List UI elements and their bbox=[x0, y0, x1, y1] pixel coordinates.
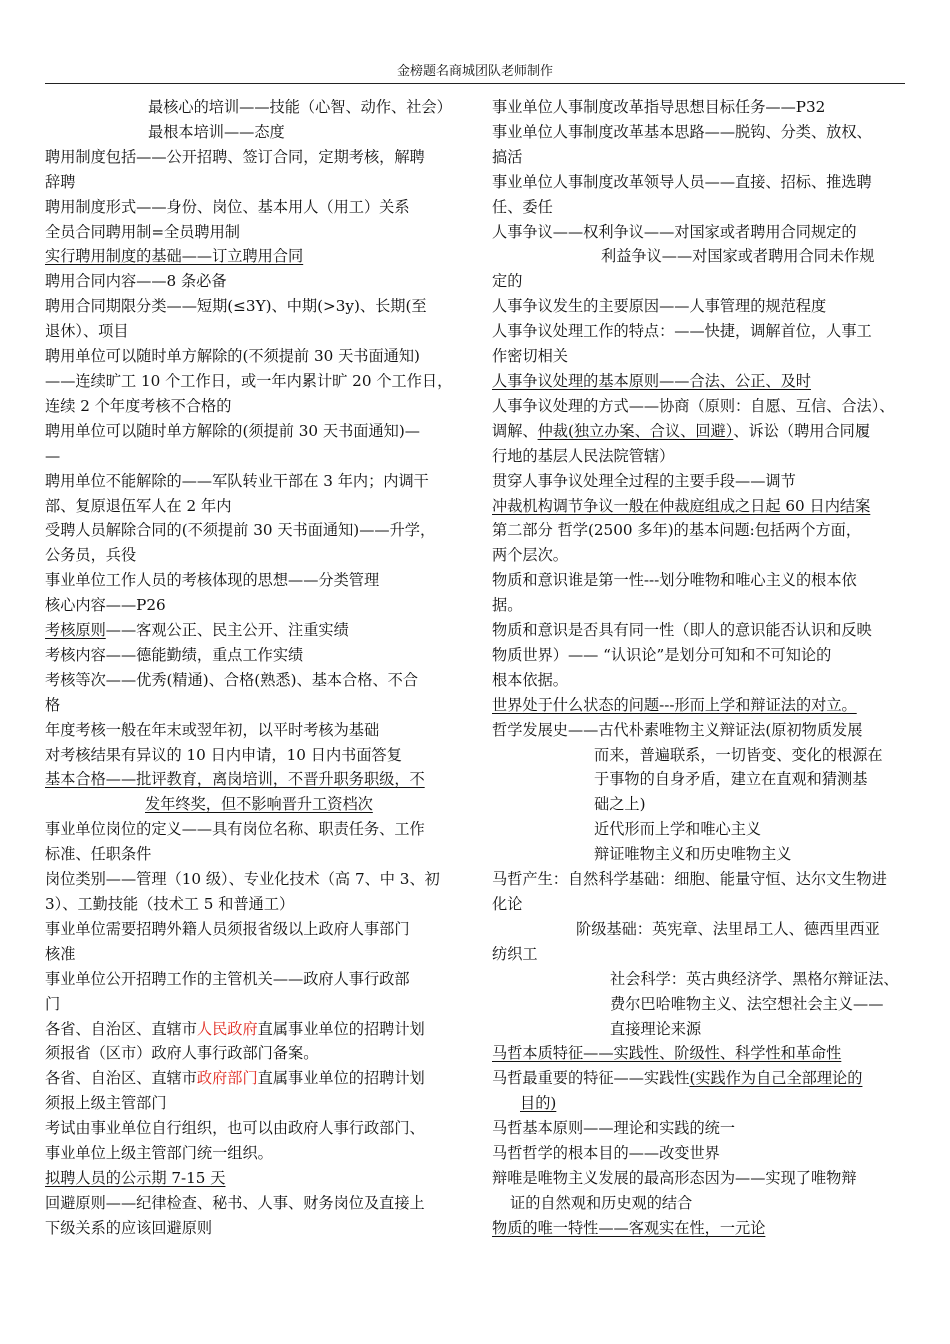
text-line: 须报省（区市）政府人事行政部门备案。 bbox=[45, 1044, 319, 1063]
text-line bbox=[492, 1091, 908, 1116]
text-line: 于事物的自身矛盾，建立在直观和猜测基 bbox=[594, 770, 868, 789]
text-line: 任、委任 bbox=[492, 197, 553, 216]
text-line: 证的自然观和历史观的结合 bbox=[510, 1193, 693, 1212]
text-line: 事业单位人事制度改革指导思想目标任务——P32 bbox=[492, 98, 826, 116]
underlined-text: 基本合格——批评教育，离岗培训，不晋升职务职级，不 bbox=[45, 770, 425, 789]
underlined-text: 目的) bbox=[520, 1094, 557, 1113]
text-line: 退休）、项目 bbox=[45, 322, 129, 341]
text-span: ——客观公正、民主公开、注重实绩 bbox=[105, 621, 349, 640]
text-line: 马哲基本原则——理论和实践的统一 bbox=[492, 1119, 735, 1138]
header-divider bbox=[45, 83, 905, 84]
text-line bbox=[492, 494, 908, 519]
text-line: 而来，普遍联系，一切皆变、变化的根源在 bbox=[594, 745, 883, 764]
text-line bbox=[492, 693, 908, 718]
text-line: 费尔巴哈唯物主义、法空想社会主义—— bbox=[610, 994, 884, 1013]
text-line: 事业单位人事制度改革领导人员——直接、招标、推选聘 bbox=[492, 172, 872, 191]
text-line: 社会科学：英古典经济学、黑格尔辩证法、 bbox=[610, 969, 899, 988]
text-line: 马哲哲学的根本目的——改变世界 bbox=[492, 1144, 720, 1163]
text-line: 础之上) bbox=[594, 795, 646, 814]
text-line: 辩证唯物主义和历史唯物主义 bbox=[594, 845, 792, 864]
text-line bbox=[45, 244, 465, 269]
text-line: 根本依据。 bbox=[492, 670, 568, 689]
underlined-text: 冲裁机构调节争议一般在仲裁庭组成之日起 60 日内结案 bbox=[492, 496, 871, 515]
text-line: 作密切相关 bbox=[492, 347, 568, 366]
text-line: 聘用制度形式——身份、岗位、基本用人（用工）关系 bbox=[45, 197, 410, 216]
text-line: ——连续旷工 10 个工作日，或一年内累计旷 20 个工作日， bbox=[45, 371, 453, 390]
text-span: 马哲最重要的特征——实践性 bbox=[492, 1069, 690, 1088]
underlined-text: 人事争议处理的基本原则——合法、公正、及时 bbox=[492, 371, 811, 390]
text-line bbox=[492, 1216, 908, 1241]
text-line bbox=[492, 1041, 908, 1066]
text-line: 考试由事业单位自行组织，也可以由政府人事行政部门、 bbox=[45, 1119, 425, 1138]
text-line: 辞聘 bbox=[45, 172, 76, 191]
text-line: 马哲产生：自然科学基础：细胞、能量守恒、达尔文生物进 bbox=[492, 870, 887, 889]
text-line: 阶级基础：英宪章、法里昂工人、德西里西亚 bbox=[576, 919, 880, 938]
text-line: 岗位类别——管理（10 级）、专业化技术（高 7、中 3、初 bbox=[45, 870, 440, 889]
text-span: 调解、 bbox=[492, 421, 538, 440]
text-line: — bbox=[45, 446, 61, 465]
text-line bbox=[45, 767, 465, 792]
text-line: 聘用单位可以随时单方解除的(不须提前 30 天书面通知) bbox=[45, 347, 420, 366]
text-line: 年度考核一般在年末或翌年初，以平时考核为基础 bbox=[45, 720, 380, 739]
text-line: 两个层次。 bbox=[492, 546, 568, 565]
text-line: 考核内容——德能勤绩，重点工作实绩 bbox=[45, 645, 304, 664]
text-line: 考核等次——优秀(精通)、合格(熟悉)、基本合格、不合 bbox=[45, 670, 419, 689]
page-header bbox=[45, 64, 905, 80]
underlined-text: 实行聘用制度的基础——订立聘用合同 bbox=[45, 247, 304, 266]
text-line: 事业单位需要招聘外籍人员须报省级以上政府人事部门 bbox=[45, 919, 410, 938]
text-line: 回避原则——纪律检查、秘书、人事、财务岗位及直接上 bbox=[45, 1193, 425, 1212]
text-span: 各省、自治区、直辖市 bbox=[45, 1069, 197, 1088]
text-line: 公务员，兵役 bbox=[45, 546, 137, 565]
text-line: 事业单位人事制度改革基本思路——脱钩、分类、放权、 bbox=[492, 122, 872, 141]
text-line: 纺织工 bbox=[492, 944, 538, 963]
text-line: 利益争议——对国家或者聘用合同未作规 bbox=[601, 247, 875, 266]
text-line bbox=[45, 618, 465, 643]
text-line: 核心内容——P26 bbox=[45, 596, 166, 615]
text-line: 人事争议处理工作的特点：——快捷，调解首位，人事工 bbox=[492, 322, 872, 341]
text-line: 物质和意识谁是第一性---划分唯物和唯心主义的根本依 bbox=[492, 571, 857, 590]
underlined-text: (实践作为自己全部理论的 bbox=[689, 1069, 863, 1088]
highlighted-text: 政府部门 bbox=[196, 1069, 258, 1088]
text-line: 物质世界）—— “认识论”是划分可知和不可知论的 bbox=[492, 645, 832, 664]
text-line: 搞活 bbox=[492, 147, 523, 166]
text-line: 标准、任职条件 bbox=[45, 845, 152, 864]
text-line: 聘用合同期限分类——短期(≤3Y)、中期(>3y)、长期(至 bbox=[45, 297, 427, 316]
text-line bbox=[45, 1166, 465, 1191]
text-line: 近代形而上学和唯心主义 bbox=[594, 820, 762, 839]
text-line: 受聘人员解除合同的(不须提前 30 天书面通知)——升学， bbox=[45, 521, 436, 540]
underlined-text: 考核原则 bbox=[45, 621, 106, 640]
text-line: 人事争议——权利争议——对国家或者聘用合同规定的 bbox=[492, 222, 857, 241]
underlined-text: 仲裁(独立办案、合议、回避） bbox=[537, 421, 734, 440]
text-line: 对考核结果有异议的 10 日内申请，10 日内书面答复 bbox=[45, 745, 402, 764]
text-span: 、诉讼（聘用合同履 bbox=[733, 421, 871, 440]
text-line: 第二部分 哲学(2500 多年)的基本问题:包括两个方面， bbox=[492, 521, 862, 540]
text-line: 最根本培训——态度 bbox=[148, 122, 285, 141]
text-line: 贯穿人事争议处理全过程的主要手段——调节 bbox=[492, 471, 796, 490]
text-line: 部、复原退伍军人在 2 年内 bbox=[45, 496, 232, 515]
underlined-text: 世界处于什么状态的问题---形而上学和辩证法的对立。 bbox=[492, 695, 857, 714]
text-line: 事业单位公开招聘工作的主管机关——政府人事行政部 bbox=[45, 969, 410, 988]
text-line: 定的 bbox=[492, 272, 523, 291]
text-line: 行地的基层人民法院管辖） bbox=[492, 446, 675, 465]
text-line: 辩唯是唯物主义发展的最高形态因为——实现了唯物辩 bbox=[492, 1168, 857, 1187]
underlined-text: 拟聘人员的公示期 7-15 天 bbox=[45, 1168, 226, 1187]
underlined-text: 马哲本质特征——实践性、阶级性、科学性和革命性 bbox=[492, 1044, 842, 1063]
text-line: 哲学发展史——古代朴素唯物主义辩证法(原初物质发展 bbox=[492, 720, 863, 739]
underlined-text: 发年终奖，但不影响晋升工资档次 bbox=[145, 795, 373, 814]
text-line bbox=[492, 369, 908, 394]
text-line: 门 bbox=[45, 994, 61, 1013]
text-line: 直接理论来源 bbox=[610, 1019, 702, 1038]
text-line bbox=[492, 1066, 908, 1091]
text-line: 须报上级主管部门 bbox=[45, 1094, 167, 1113]
text-line bbox=[45, 1017, 465, 1042]
text-line: 聘用制度包括——公开招聘、签订合同，定期考核，解聘 bbox=[45, 147, 425, 166]
text-line: 事业单位上级主管部门统一组织。 bbox=[45, 1144, 273, 1163]
text-line bbox=[492, 419, 908, 444]
text-line bbox=[45, 792, 465, 817]
text-line: 聘用单位不能解除的——军队转业干部在 3 年内；内调干 bbox=[45, 471, 429, 490]
underlined-text: 物质的唯一特性——客观实在性，一元论 bbox=[492, 1218, 766, 1237]
text-line: 人事争议处理的方式——协商（原则：自愿、互信、合法）、 bbox=[492, 396, 895, 415]
text-line: 格 bbox=[45, 695, 61, 714]
text-line: 聘用合同内容——8 条必备 bbox=[45, 272, 227, 291]
text-line: 物质和意识是否具有同一性（即人的意识能否认识和反映 bbox=[492, 621, 872, 640]
text-line: 最核心的培训——技能（心智、动作、社会） bbox=[148, 98, 452, 116]
text-line bbox=[45, 1066, 465, 1091]
text-line: 人事争议发生的主要原因——人事管理的规范程度 bbox=[492, 297, 827, 316]
header-title: 金榜题名商城团队老师制作 bbox=[396, 64, 553, 79]
text-line: 据。 bbox=[492, 596, 523, 615]
text-line: 核准 bbox=[45, 944, 76, 963]
text-line: 化论 bbox=[492, 895, 523, 913]
text-span: 直属事业单位的招聘计划 bbox=[257, 1019, 425, 1038]
text-line: 事业单位工作人员的考核体现的思想——分类管理 bbox=[45, 571, 380, 590]
right-column bbox=[492, 95, 908, 1241]
text-line: 3）、工勤技能（技术工 5 和普通工） bbox=[45, 895, 295, 913]
text-line: 事业单位岗位的定义——具有岗位名称、职责任务、工作 bbox=[45, 820, 425, 839]
left-column bbox=[45, 95, 465, 1241]
text-line: 聘用单位可以随时单方解除的(须提前 30 天书面通知)— bbox=[45, 421, 420, 440]
text-line: 全员合同聘用制=全员聘用制 bbox=[45, 222, 240, 241]
highlighted-text: 人民政府 bbox=[196, 1019, 258, 1038]
text-span: 各省、自治区、直辖市 bbox=[45, 1019, 197, 1038]
text-line: 连续 2 个年度考核不合格的 bbox=[45, 396, 232, 415]
text-span: 直属事业单位的招聘计划 bbox=[257, 1069, 425, 1088]
text-line: 下级关系的应该回避原则 bbox=[45, 1218, 213, 1237]
